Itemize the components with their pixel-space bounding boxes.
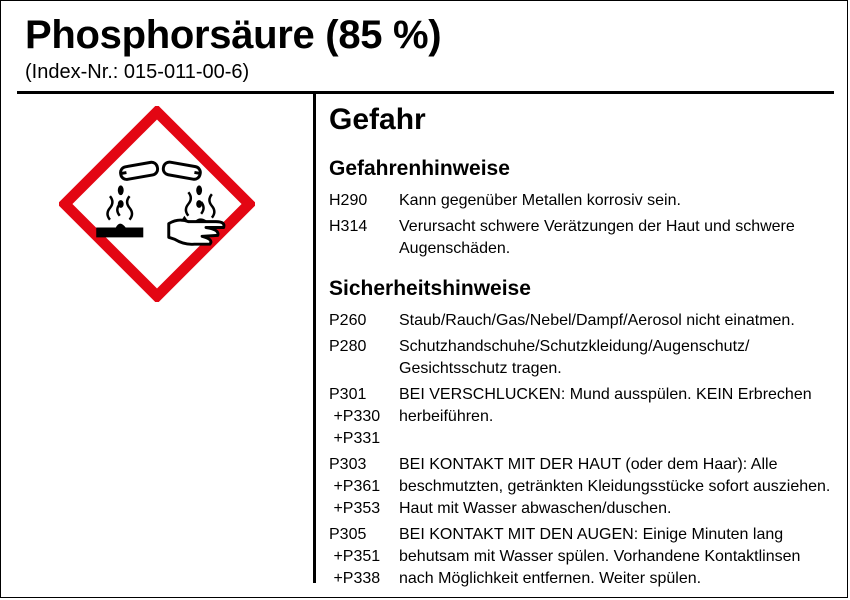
statement-code: P301 +P330 +P331 <box>329 386 381 447</box>
statement-code: H314 <box>329 218 368 235</box>
ghs05-corrosion-icon <box>59 106 255 302</box>
header-divider <box>17 91 834 94</box>
statement-text: Verursacht schwere Verätzungen der Haut und schwere Augenschäden. <box>399 218 795 257</box>
statement-text: BEI KONTAKT MIT DEN AUGEN: Einige Minuten lang behutsam mit Wasser spülen. Vorhandene Kontaktlinsen nach Möglichkeit entfernen. Weiter spülen. <box>399 526 801 587</box>
statement-code: P280 <box>329 338 367 355</box>
statement-text: Staub/Rauch/Gas/Nebel/Dampf/Aerosol nicht einatmen. <box>399 312 795 329</box>
statement-code: P303 +P361 +P353 <box>329 456 381 517</box>
hazard-statements-heading: Gefahrenhinweise <box>329 157 510 180</box>
statement-text: Kann gegenüber Metallen korrosiv sein. <box>399 192 681 209</box>
index-number: (Index-Nr.: 015-011-00-6) <box>25 61 250 83</box>
signal-word: Gefahr <box>329 103 426 136</box>
statement-code: P260 <box>329 312 367 329</box>
statement-text: Schutzhandschuhe/Schutzkleidung/Augenschutz/ Gesichtsschutz tragen. <box>399 338 750 377</box>
statement-code: H290 <box>329 192 368 209</box>
substance-title: Phosphorsäure (85 %) <box>25 13 442 57</box>
precautionary-statements-heading: Sicherheitshinweise <box>329 277 531 300</box>
statement-text: BEI KONTAKT MIT DER HAUT (oder dem Haar): Alle beschmutzten, getränkten Kleidungsstücke sofort ausziehen. Haut mit Wasser abwaschen/duschen. <box>399 456 831 517</box>
statement-text: BEI VERSCHLUCKEN: Mund ausspülen. KEIN Erbrechen herbeiführen. <box>399 386 812 425</box>
column-divider <box>313 93 316 583</box>
statement-code: P305 +P351 +P338 <box>329 526 381 587</box>
